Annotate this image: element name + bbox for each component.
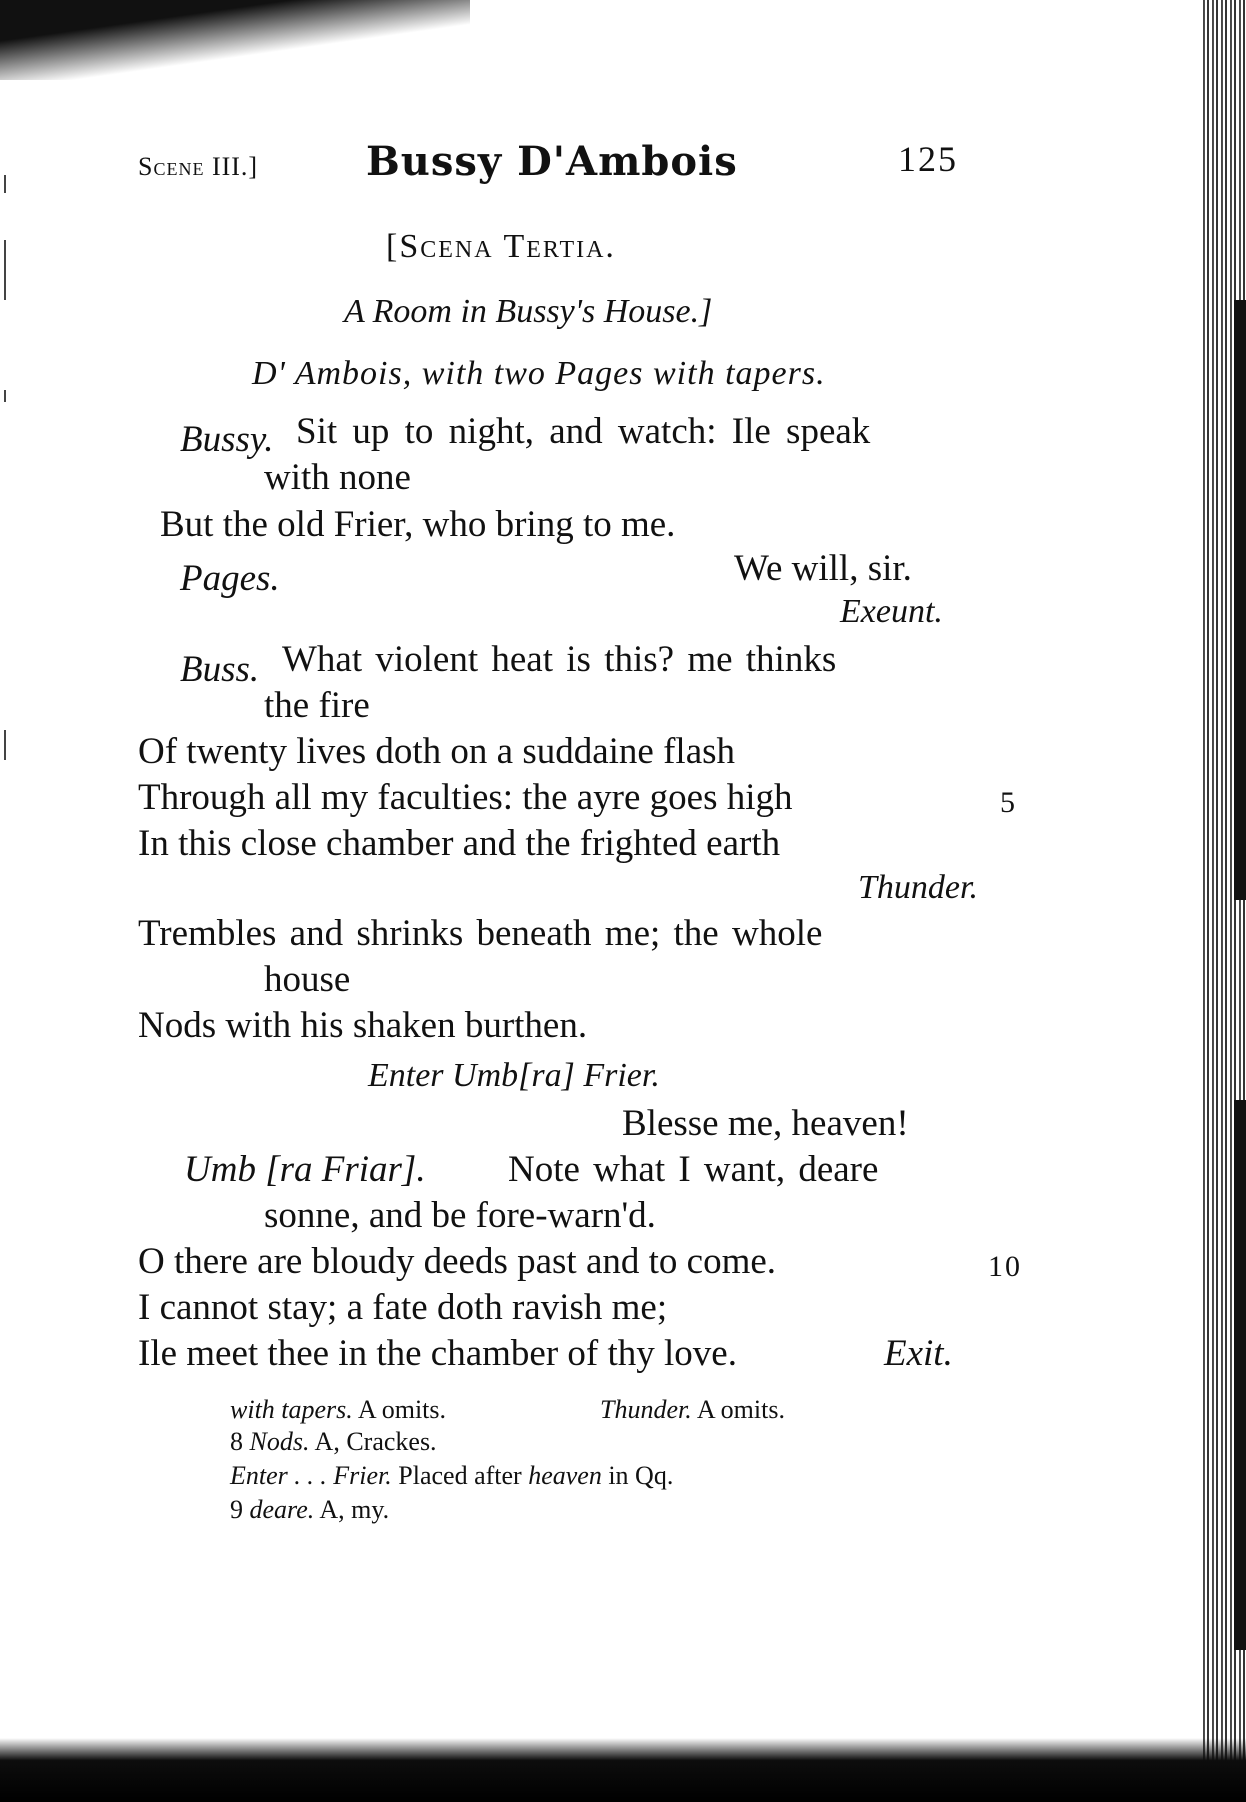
footnote [230,1426,437,1458]
page-number: 125 [898,139,958,179]
scan-shadow-bottom [0,1738,1246,1802]
footnote-text: Placed after [398,1461,522,1490]
footnote-text: A omits. [357,1395,447,1424]
verse-line: In this close chamber and the frighted earth [138,823,781,864]
verse-line: We will, sir. [734,548,912,589]
footnote-lemma: Thunder. [600,1395,692,1424]
speaker-pages: Pages. [180,558,280,599]
margin-mark [4,730,6,760]
footnote-text: A omits. [696,1395,785,1424]
verse-line: But the old Frier, who bring to me. [160,504,676,545]
verse-line: Note what I want, deare [508,1149,879,1190]
verse-line-continuation: house [264,959,351,1000]
footnote-text-italic: heaven [528,1461,602,1490]
footnote-text: A, Crackes. [314,1427,437,1456]
footnote-number: 9 [230,1495,243,1524]
verse-line: Ile meet thee in the chamber of thy love. [138,1333,737,1374]
speaker-umbra: Umb [ra Friar]. [184,1149,426,1190]
verse-line: What violent heat is this? me thinks [282,639,837,680]
speaker-bussy: Bussy. [180,419,274,460]
footnote [230,1394,446,1426]
line-number: 5 [1000,786,1015,819]
verse-line: Of twenty lives doth on a suddaine flash [138,731,736,772]
verse-line: Trembles and shrinks beneath me; the whole [138,913,823,954]
footnote-lemma: deare. [249,1495,315,1524]
footnote-lemma: Enter . . . Frier. [230,1461,392,1490]
verse-line: O there are bloudy deeds past and to come. [138,1241,777,1282]
footnote-lemma: Nods. [249,1427,310,1456]
scene-location: A Room in Bussy's House.] [344,293,713,330]
footnote [600,1394,785,1426]
scan-page-edge-dark [1234,300,1246,900]
stage-direction-exit: Exit. [884,1333,953,1374]
stage-direction-enter: Enter Umb[ra] Frier. [368,1057,660,1094]
verse-line: Sit up to night, and watch: Ile speak [296,411,871,452]
stage-direction-thunder: Thunder. [858,869,978,906]
footnote [230,1494,389,1526]
verse-line: Nods with his shaken burthen. [138,1005,588,1046]
margin-mark [4,240,6,300]
margin-mark [4,390,6,402]
verse-line: I cannot stay; a fate doth ravish me; [138,1287,668,1328]
margin-mark [4,175,6,193]
stage-direction-exeunt: Exeunt. [840,593,943,630]
scan-shadow-top-left [0,0,470,80]
footnote-number: 8 [230,1427,243,1456]
stage-direction: D' Ambois, with two Pages with tapers. [252,355,826,392]
footnote-lemma: with tapers. [230,1395,353,1424]
footnote [230,1460,673,1492]
running-header-scene: Scene III.] [138,152,259,181]
verse-line: Through all my faculties: the ayre goes high [138,777,793,818]
running-header-title: Bussy D'Ambois [366,138,738,185]
scan-page-edge-dark [1234,1100,1246,1650]
verse-line: Blesse me, heaven! [622,1103,909,1144]
line-number: 10 [988,1250,1022,1283]
verse-line-continuation: with none [264,457,411,498]
footnote-text: A, my. [319,1495,390,1524]
speaker-buss: Buss. [180,649,260,690]
verse-line-continuation: sonne, and be fore-warn'd. [264,1195,656,1236]
footnote-text: in Qq. [608,1461,674,1490]
scene-title: [Scena Tertia. [386,228,616,265]
verse-line-continuation: the fire [264,685,370,726]
